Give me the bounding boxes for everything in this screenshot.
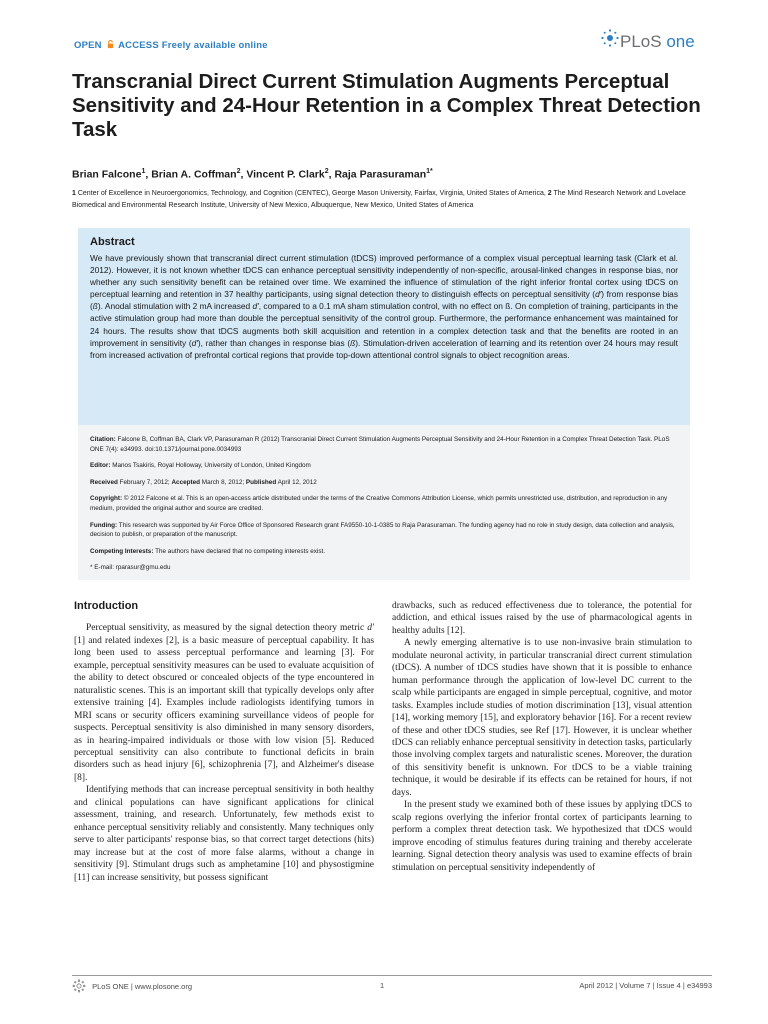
accepted-date: March 8, 2012;	[201, 478, 245, 486]
citation-text: Falcone B, Coffman BA, Clark VP, Parasuraman R (2012) Transcranial Direct Current Stimulation Augments Perceptual Sensitivity and 24-Hour Retention in a Complex Threat Detection Task. PLoS ONE 7(4): e34993. doi:10.1371/journal.pone.0034993	[90, 436, 670, 453]
author-affiliation-mark: 1	[141, 168, 146, 175]
abstract-heading: Abstract	[90, 236, 135, 248]
contact-email: * E-mail: rparasur@gmu.edu	[90, 564, 171, 572]
journal-name	[620, 32, 695, 52]
abstract-text	[90, 252, 678, 361]
body-symbol: d′	[367, 623, 374, 634]
copyright-label: Copyright:	[90, 495, 123, 503]
body-paragraph	[74, 622, 374, 784]
author-name: Vincent P. Clark	[246, 168, 325, 181]
affiliation-number: 2	[547, 190, 552, 197]
copyright-text: © 2012 Falcone et al. This is an open-access article distributed under the terms of the Creative Commons Attribution License, which permits unrestricted use, distribution, and reproduction in any medium, provided the original author and source are credited.	[90, 495, 668, 512]
affiliation-text: The Mind Research Network and Lovelace Biomedical and Environmental Research Institute, University of New Mexico, Albuquerque, New Mexico, United States of America	[72, 190, 686, 209]
journal-logo	[600, 28, 710, 54]
page-number: 1	[380, 981, 385, 990]
author-name: Raja Parasuraman	[334, 168, 427, 181]
funding	[90, 521, 678, 540]
author-name: Brian Falcone	[72, 168, 142, 181]
open-lock-icon	[106, 40, 115, 49]
abstract-symbol: ß	[92, 301, 98, 312]
received-date: February 7, 2012;	[119, 478, 170, 486]
body-paragraph: drawbacks, such as reduced effectiveness due to tolerance, the potential for addiction, and ethical issues raised by the use of pharmacological agents in healthy adults [12].	[392, 601, 692, 636]
editor	[90, 461, 678, 471]
journal-name-one: one	[666, 32, 695, 51]
body-fragment: [1] and related indexes [2], is a basic measure of perceptual capability. It has long been used to assess perceptual performance and learning [3]. For example, perceptual sensitivity measures can be used to evaluate acquisition of the ability to detect obscured or concealed objects of the type encountered in naturalistic scenes. This is an important skill that typically develops only after extensive training [4]. Examples include radiologists identifying tumors in MRI scans or security officers examining surveillance videos of people for suspects. Perceptual sensitivity is also diminished in many sensory disorders, as in hearing-impaired individuals or those with low vision [5]. Reduced perceptual sensitivity can also contribute to functional deficits in brain disorders such as head injury [6], schizophrenia [7], and Alzheimer's disease [8].	[74, 635, 374, 783]
funding-text: This research was supported by Air Force Office of Sponsored Research grant FA9550-10-1-0385 to Raja Parasuraman. The funding agency had no role in study design, data collection and analysis, decision to publish, or preparation of the manuscript.	[90, 521, 675, 539]
body-fragment: Perceptual sensitivity, as measured by the signal detection theory metric	[86, 623, 368, 634]
section-heading-introduction: Introduction	[74, 600, 139, 612]
body-column-right	[392, 600, 692, 874]
abstract-fragment: ). Stimulation-driven acceleration of learning and its retention over 24 hours may result from increased activation of prefrontal cortical regions that provide top-down attentional control signals to object recognition areas.	[90, 337, 678, 360]
dates	[90, 478, 678, 488]
plos-sun-icon	[72, 979, 86, 993]
citation-label: Citation:	[90, 436, 116, 443]
abstract-fragment: ). Anodal stimulation with 2 mA increased	[97, 301, 253, 312]
editor-text: Manos Tsakiris, Royal Holloway, University of London, United Kingdom	[112, 462, 311, 470]
author-affiliation-mark: 2	[324, 168, 329, 175]
published-date: April 12, 2012	[277, 478, 317, 486]
oa-open-label: OPEN	[74, 40, 102, 51]
footer-journal	[72, 979, 192, 993]
oa-free-label: Freely available online	[161, 40, 268, 51]
competing-interests	[90, 547, 678, 557]
abstract-fragment: , compared to a 0.1 mA sham stimulation control, with no effect on ß. On completion of training, participants in the active stimulation group had more than double the perceptual sensitivity of the control group. Furthermore, the performance enhancement was maintained for 24 hours. The results show that tDCS augments both skill acquisition and retention in a complex detection task and that the benefits are rooted in an improvement in sensitivity (	[90, 301, 679, 348]
competing-label: Competing Interests:	[90, 547, 154, 555]
abstract-fragment: We have previously shown that transcranial direct current stimulation (tDCS) improved performance of a complex visual perceptual learning task (Clark et al. 2012). However, it is not known whether tDCS can enhance perceptual sensitivity independently of non-specific, arousal-linked changes in response bias, nor whether any such sensitivity benefit can be retained over time. We examined the influence of stimulation of the right inferior frontal cortex using tDCS on perceptual learning and retention in 37 healthy participants, using signal detection theory to distinguish effects on perceptual sensitivity (	[90, 253, 678, 300]
body-column-left	[74, 600, 374, 884]
abstract-fragment: ) from response bias (	[90, 289, 678, 312]
published-label: Published	[245, 478, 277, 486]
abstract-symbol: d′	[191, 337, 198, 348]
funding-label: Funding:	[90, 521, 118, 529]
received-label: Received	[90, 478, 118, 486]
abstract-symbol: d′	[595, 289, 602, 300]
body-paragraph: In the present study we examined both of these issues by applying tDCS to scalp regions overlying the inferior frontal cortex of participants learning to perform a complex threat detection task. We hypothesized that tDCS would improve encoding of stimulus features during training and thereby accelerate learning. Signal detection theory analysis was used to examine effects of brain stimulation on perceptual sensitivity independently of	[392, 800, 692, 873]
oa-access-label: ACCESS	[118, 40, 159, 51]
abstract-symbol: ß	[350, 337, 356, 348]
article-title: Transcranial Direct Current Stimulation Augments Perceptual Sensitivity and 24-Hour Retention in a Complex Threat Detection Task	[72, 70, 701, 141]
competing-text: The authors have declared that no competing interests exist.	[155, 547, 326, 555]
copyright	[90, 494, 678, 513]
affiliation-text: Center of Excellence in Neuroergonomics, Technology, and Cognition (CENTEC), George Mason University, Fairfax, Virginia, United States of America,	[77, 190, 546, 197]
accepted-label: Accepted	[171, 478, 201, 486]
footer-issue: April 2012 | Volume 7 | Issue 4 | e34993	[579, 981, 712, 990]
open-access-badge	[74, 40, 268, 51]
affiliations	[72, 188, 712, 212]
editor-label: Editor:	[90, 462, 111, 470]
journal-name-plos: PLoS	[620, 32, 662, 51]
citation	[90, 435, 678, 454]
affiliation-number: 1	[72, 190, 76, 197]
author-affiliation-mark: 2	[236, 168, 241, 175]
footer-journal-text: PLoS ONE | www.plosone.org	[92, 982, 193, 991]
article-metadata	[78, 425, 690, 580]
abstract-box	[78, 228, 690, 425]
body-paragraph: A newly emerging alternative is to use non-invasive brain stimulation to modulate neuronal activity, in particular transcranial direct current stimulation (tDCS). A number of tDCS studies have shown that it is possible to enhance human performance through the application of low-level DC current to the scalp while participants are engaged in simple perceptual, cognitive, and motor tasks. Examples include studies of motion discrimination [13], visual attention [14], working memory [15], and exploratory behavior [16]. For a recent review of these and other tDCS studies, see Ref [17]. However, it is unclear whether tDCS can reliably enhance perceptual sensitivity in detection tasks, particularly those involving complex targets and naturalistic scenes. Moreover, the duration of this sensitivity benefit is unknown. For tDCS to be a viable training technique, it would be desirable if its effects can be retained for hours, if not days.	[392, 638, 692, 798]
abstract-symbol: d′	[252, 301, 259, 312]
footer-divider	[72, 975, 712, 976]
body-paragraph: Identifying methods that can increase perceptual sensitivity in both healthy and clinical populations can have significant applications for clinical assessment, training, and research. Unfortunately, few methods exist to enhance perceptual sensitivity reliably and consistently. Many techniques only serve to alter participants' response bias, so that correct target detections (hits) may increase but at the cost of more false alarms, without a change in sensitivity [9]. Stimulant drugs such as amphetamine [10] and physostigmine [11] can increase sensitivity, but possess significant	[74, 785, 374, 883]
author-affiliation-mark: 1*	[426, 168, 433, 175]
author-name: Brian A. Coffman	[151, 168, 237, 181]
author-list: Brian Falcone$^1$, Brian A. Coffman$^2$, Vincent P. Clark$^2$, Raja Parasuraman$^{1*}$	[72, 168, 433, 181]
abstract-fragment: ), rather than changes in response bias (	[197, 337, 351, 348]
plos-sun-icon	[600, 28, 620, 48]
